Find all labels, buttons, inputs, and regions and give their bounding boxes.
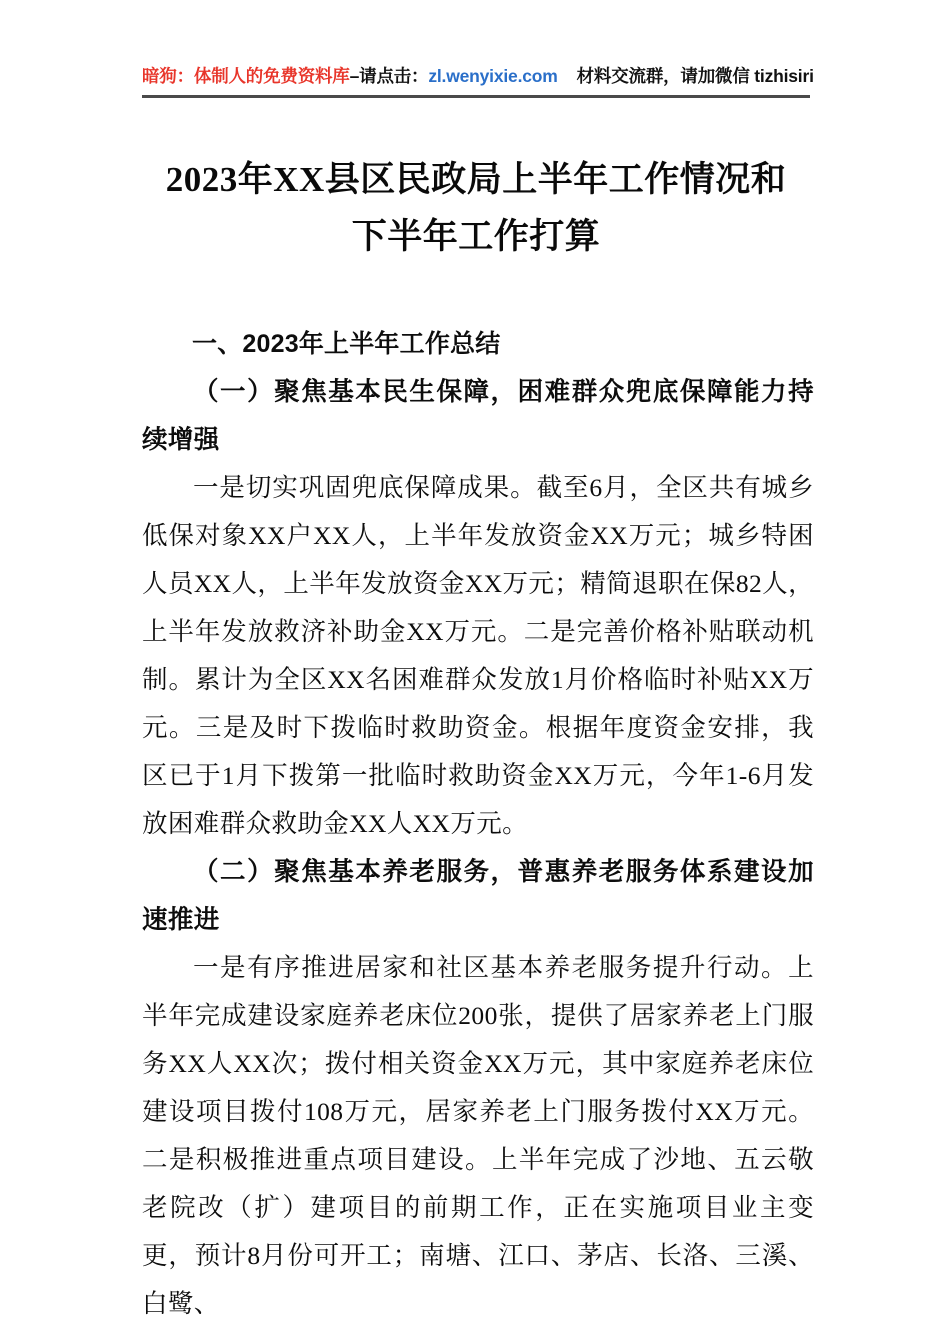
paragraph-2: 一是有序推进居家和社区基本养老服务提升行动。上半年完成建设家庭养老床位200张，提供了居家养老上门服务XX人XX次；拨付相关资金XX万元，其中家庭养老床位建设项目拨付108万元，居家养老上门服务拨付XX万元。二是积极推进重点项目建设。上半年完成了沙地、五云敬老院改（扩）建项目的前期工作，正在实施项目业主变更，预计8月份可开工；南塘、江口、茅店、长洛、三溪、白鹭、: [142, 953, 814, 1318]
paragraph-1: 一是切实巩固兜底保障成果。截至6月，全区共有城乡低保对象XX户XX人，上半年发放资金XX万元；城乡特困人员XX人，上半年发放资金XX万元；精简退职在保82人，上半年发放救济补助金XX万元。二是完善价格补贴联动机制。累计为全区XX名困难群众发放1月价格临时补贴XX万元。三是及时下拨临时救助资金。根据年度资金安排，我区已于1月下拨第一批临时救助资金XX万元，今年1-6月发放困难群众救助金XX人XX万元。: [142, 473, 814, 838]
subsection-heading-1: （一）聚焦基本民生保障，困难群众兜底保障能力持续增强: [142, 377, 814, 454]
page-title-line-2: 下半年工作打算: [351, 216, 601, 256]
page-title-line-1: 2023年XX县区民政局上半年工作情况和: [165, 160, 787, 199]
page-title: [142, 152, 810, 265]
promo-link[interactable]: zl.wenyixie.com: [428, 66, 558, 87]
promo-banner: [142, 58, 814, 96]
document-body: [142, 320, 814, 1328]
subsection-heading-2: （二）聚焦基本养老服务，普惠养老服务体系建设加速推进: [142, 857, 814, 934]
header-divider: [142, 95, 810, 98]
promo-click-label: –请点击：: [349, 66, 429, 87]
promo-red-text: 暗狗：体制人的免费资料库: [142, 66, 350, 87]
promo-wechat-text: 材料交流群，请加微信 tizhisiri: [576, 66, 814, 87]
section-heading-1: 一、2023年上半年工作总结: [192, 330, 501, 358]
